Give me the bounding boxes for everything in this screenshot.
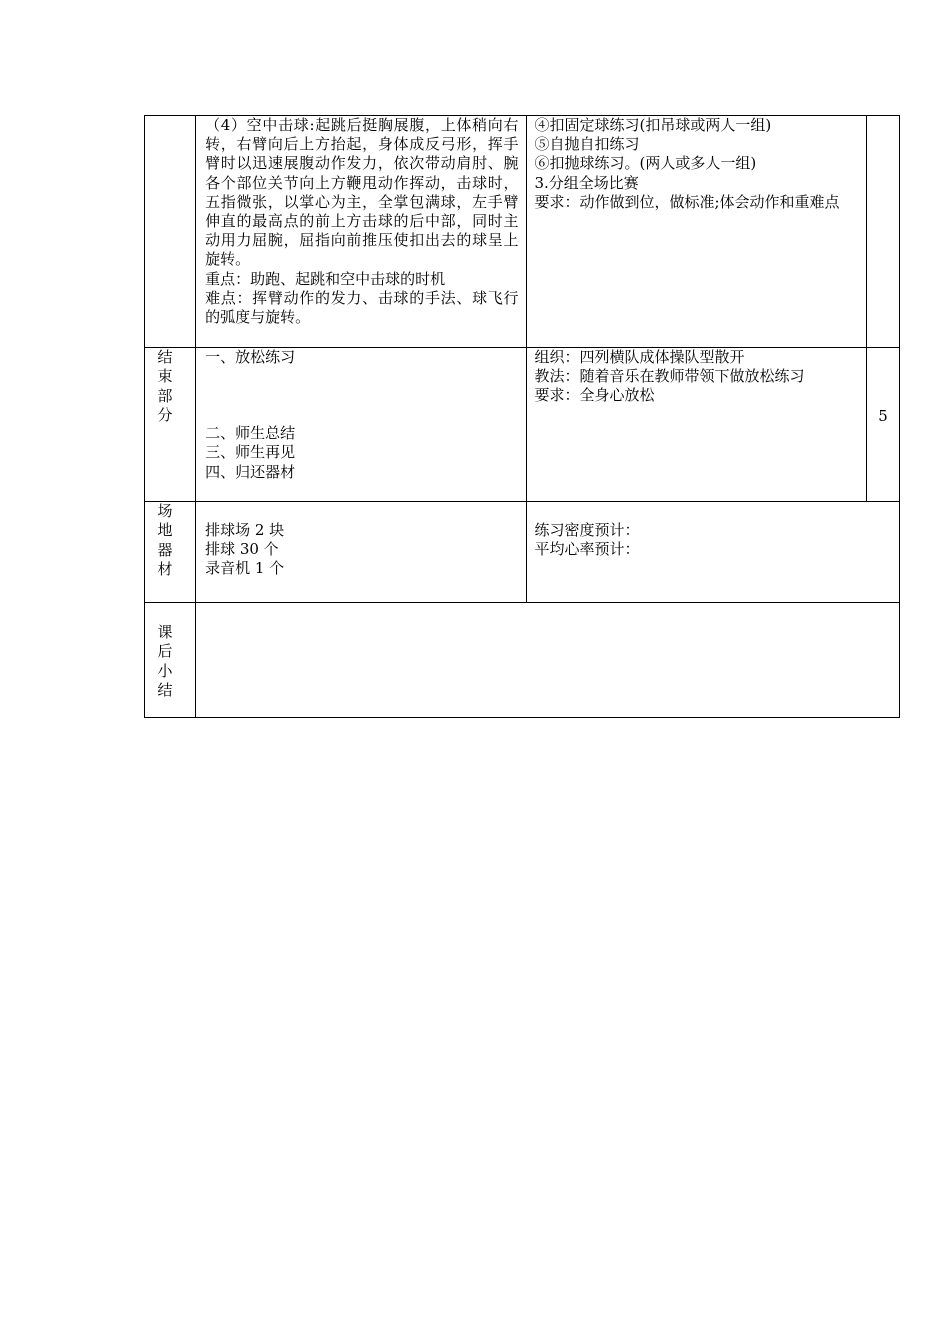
equipment-line: 录音机 1 个 <box>205 559 285 578</box>
relax-exercise-text: 一、放松练习 <box>205 348 296 366</box>
org-line: ⑤自抛自扣练习 <box>534 135 640 154</box>
spike-technique-text: （4）空中击球:起跳后挺胸展腹，上体稍向右转，右臂向后上方抬起，身体成反弓形，挥手臂时以迅速展腹动作发力，依次带动肩肘、腕各个部位关节向上方鞭甩动作挥动，击球时，五指微张，以掌心为主，全掌包满球，左手臂伸直的最高点的前上方击球的后中部，同时主动用力屈腕，屈指向前推压使扣出去的球呈上旋转。 <box>205 116 519 269</box>
ending-part-org-cell <box>526 348 866 502</box>
org-line: 组织：四列横队成体操队型散开 <box>534 348 745 366</box>
equipment-line: 排球 30 个 <box>205 540 279 559</box>
venue-label-cell <box>145 502 196 603</box>
org-line: 3.分组全场比赛 <box>534 173 639 192</box>
venue-label: 场 地 器 材 <box>157 502 173 578</box>
density-estimate: 练习密度预计： <box>534 521 640 539</box>
main-part-label-cell <box>145 116 196 348</box>
main-part-content-cell <box>196 116 526 348</box>
venue-equipment-row <box>145 502 900 603</box>
difficulty-text: 难点：挥臂动作的发力、击球的手法、球飞行的弧度与旋转。 <box>205 288 519 327</box>
ending-part-time-cell <box>866 348 899 502</box>
main-part-row <box>145 116 900 348</box>
ending-part-content-cell <box>196 348 526 502</box>
ending-part-label: 结 束 部 分 <box>157 348 173 424</box>
summary-label-cell <box>145 603 196 718</box>
summary-content-cell <box>196 603 900 718</box>
equipment-line: 排球场 2 块 <box>205 521 285 539</box>
return-equipment-text: 四、归还器材 <box>205 462 296 481</box>
ending-part-time: 5 <box>878 407 888 425</box>
lesson-plan-table <box>144 115 900 718</box>
venue-content-cell <box>196 502 526 603</box>
summary-row <box>145 603 900 718</box>
org-line: ④扣固定球练习(扣吊球或两人一组) <box>534 116 772 134</box>
org-line: ⑥扣抛球练习。(两人或多人一组) <box>534 154 757 173</box>
goodbye-text: 三、师生再见 <box>205 443 296 462</box>
org-line: 要求：全身心放松 <box>534 386 655 405</box>
ending-part-row <box>145 348 900 502</box>
key-point-text: 重点：助跑、起跳和空中击球的时机 <box>205 269 446 288</box>
ending-part-label-cell <box>145 348 196 502</box>
summary-label: 课 后 小 结 <box>157 623 173 699</box>
org-line: 要求：动作做到位，做标准;体会动作和重难点 <box>534 192 840 211</box>
venue-estimate-cell <box>526 502 900 603</box>
heart-rate-estimate: 平均心率预计： <box>534 540 640 559</box>
main-part-time-cell <box>866 116 899 348</box>
org-line: 教法：随着音乐在教师带领下做放松练习 <box>534 367 805 386</box>
main-part-org-cell <box>526 116 866 348</box>
summary-text: 二、师生总结 <box>205 424 296 443</box>
